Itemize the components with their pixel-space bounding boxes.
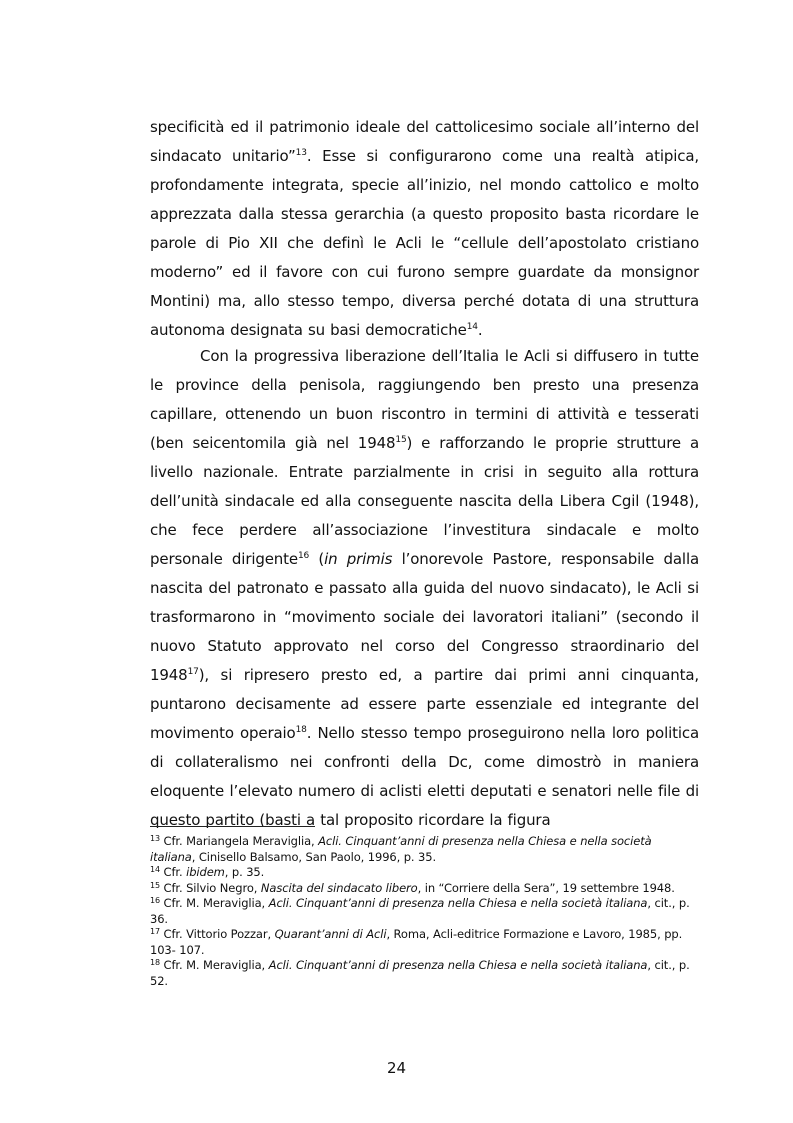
body-paragraph-1: specificità ed il patrimonio ideale del cattolicesimo sociale all’interno del sindacato unitario”$^{13}$. Esse si configurarono come una realtà atipica, profondamente integrata, specie all’inizio, nel mondo cattolico e molto apprezzata dalla stessa gerarchia (a questo proposito basta ricordare le parole di Pio XII che definì le Acli le “cellule dell’apostolato cristiano moderno” ed il favore con cui furono sempre guardate da monsignor Montini) ma, allo stesso tempo, diversa perché dotata di una struttura autonoma designata su basi democratiche$^{14}$. <box>150 118 699 339</box>
body-paragraph-2: Con la progressiva liberazione dell’Italia le Acli si diffusero in tutte le province della penisola, raggiungendo ben presto una presenza capillare, ottenendo un buon riscontro in termini di attività e tesserati (ben seicentomila già nel 1948$^{15}$) e rafforzando le proprie strutture a livello nazionale. Entrate parzialmente in crisi in seguito alla rottura dell’unità sindacale ed alla conseguente nascita della Libera Cgil (1948), che fece perdere all’associazione l’investitura sindacale e molto personale dirigente$^{16}$ (in primis l’onorevole Pastore, responsabile dalla nascita del patronato e passato alla guida del nuovo sindacato), le Acli si trasformarono in “movimento sociale dei lavoratori italiani” (secondo il nuovo Statuto approvato nel corso del Congresso straordinario del 1948$^{17}$), si ripresero presto ed, a partire dai primi anni cinquanta, puntarono decisamente ad essere parte essenziale ed integrante del movimento operaio$^{18}$. Nello stesso tempo proseguirono nella loro politica di collateralismo nei confronti della Dc, come dimostrò in maniera eloquente l’elevato numero di aclisti eletti deputati e senatori nelle file di questo partito (basti a tal proposito ricordare la figura <box>150 347 700 829</box>
footnote-ref-17[interactable]: 17 <box>187 667 199 677</box>
footnote-15: $^{15}$ Cfr. Silvio Negro, Nascita del sindacato libero, in “Corriere della Sera”, 19 settembre 1948. <box>150 880 675 895</box>
footnote-ref-16[interactable]: 16 <box>297 551 310 561</box>
footnote-ref-13[interactable]: 13 <box>295 148 307 158</box>
footnotes <box>150 834 699 989</box>
footnote-13: $^{13}$ Cfr. Mariangela Meraviglia, Acli. Cinquant’anni di presenza nella Chiesa e nella società italiana, Cinisello Balsamo, San Paolo, 1996, p. 35. <box>150 834 652 864</box>
footnote-17: $^{17}$ Cfr. Vittorio Pozzar, Quarant’anni di Acli, Roma, Acli-editrice Formazione e Lavoro, 1985, pp. 103- 107. <box>150 927 683 957</box>
footnote-14: $^{14}$ Cfr. ibidem, p. 35. <box>150 865 265 879</box>
footnote-16: $^{16}$ Cfr. M. Meraviglia, Acli. Cinquant’anni di presenza nella Chiesa e nella società italiana, cit., p. 36. <box>150 896 690 926</box>
page-number: 24 <box>386 1059 407 1077</box>
footnote-ref-15[interactable]: 15 <box>395 435 407 445</box>
footnote-ref-14[interactable]: 14 <box>466 322 478 332</box>
footnote-separator <box>150 826 315 827</box>
footnote-ref-18[interactable]: 18 <box>295 725 307 735</box>
footnote-18: $^{18}$ Cfr. M. Meraviglia, Acli. Cinquant’anni di presenza nella Chiesa e nella società italiana, cit., p. 52. <box>150 958 690 988</box>
